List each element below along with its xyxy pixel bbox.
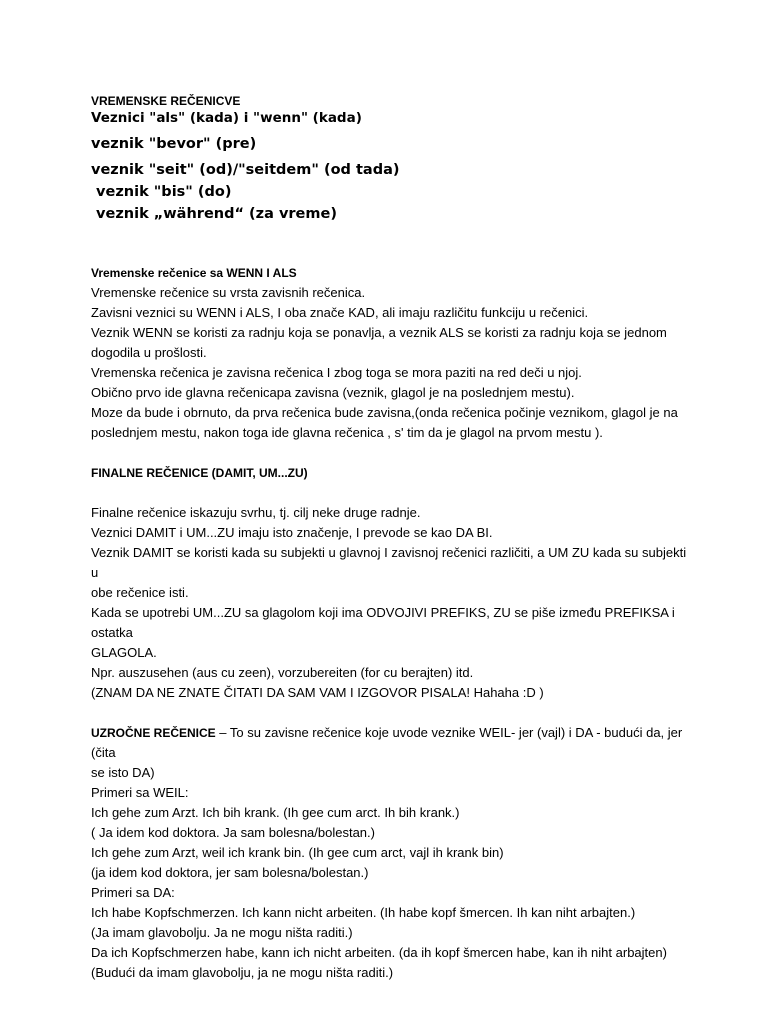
spacer (91, 703, 691, 723)
conjunction-waehrend: veznik „während“ (za vreme) (91, 206, 337, 222)
paragraph-line: (Budući da imam glavobolju, ja ne mogu ništa raditi.) (91, 965, 394, 980)
spacer (91, 225, 691, 263)
paragraph-line: Primeri sa DA: (91, 885, 175, 900)
causal-intro-line (91, 723, 691, 763)
conjunction-seit: veznik "seit" (od)/"seitdem" (od tada) (91, 162, 400, 178)
paragraph-line: se isto DA) (91, 765, 155, 780)
paragraph-line: Da ich Kopfschmerzen habe, kann ich nicht arbeiten. (da ih kopf šmercen habe, kan ih niht arbajten) (91, 945, 667, 960)
paragraph-line: Ich habe Kopfschmerzen. Ich kann nicht arbeiten. (Ih habe kopf šmercen. Ih kan niht arbajten.) (91, 905, 636, 920)
paragraph-line: Veznik WENN se koristi za radnju koja se ponavlja, a veznik ALS se koristi za radnju koja se jednom (91, 325, 667, 340)
paragraph-line: (Ja imam glavobolju. Ja ne mogu ništa raditi.) (91, 925, 353, 940)
paragraph-line: GLAGOLA. (91, 645, 157, 660)
paragraph-line: Veznik DAMIT se koristi kada su subjekti u glavnoj I zavisnoj rečenici različiti, a UM ZU kada su subjekti u (91, 545, 687, 580)
causal-intro-text: – To su zavisne rečenice koje uvode veznike WEIL- jer (vajl) i DA - budući da, jer (čita (91, 725, 683, 760)
paragraph-line: Moze da bude i obrnuto, da prva rečenica bude zavisna,(onda rečenica počinje veznikom, glagol je na (91, 405, 678, 420)
paragraph-line: (ja idem kod doktora, jer sam bolesna/bolestan.) (91, 865, 369, 880)
paragraph-line: Kada se upotrebi UM...ZU sa glagolom koji ima ODVOJIVI PREFIKS, ZU se piše između PREFIKSA i ostatka (91, 605, 675, 640)
section-title-temporal: Vremenske rečenice sa WENN I ALS (91, 266, 297, 280)
paragraph-line: Vremenska rečenica je zavisna rečenica I zbog toga se mora paziti na red deči u njoj. (91, 365, 582, 380)
spacer (91, 483, 691, 503)
paragraph-line: Finalne rečenice iskazuju svrhu, tj. cilj neke druge radnje. (91, 505, 421, 520)
paragraph-line: Ich gehe zum Arzt, weil ich krank bin. (Ih gee cum arct, vajl ih krank bin) (91, 845, 504, 860)
paragraph-line: ( Ja idem kod doktora. Ja sam bolesna/bolestan.) (91, 825, 375, 840)
paragraph-line: Ich gehe zum Arzt. Ich bih krank. (Ih gee cum arct. Ih bih krank.) (91, 805, 460, 820)
document-title: VREMENSKE REČENICVE (91, 94, 241, 108)
paragraph-line: Primeri sa WEIL: (91, 785, 189, 800)
paragraph-line: Veznici DAMIT i UM...ZU imaju isto značenje, I prevode se kao DA BI. (91, 525, 493, 540)
paragraph-line: Obično prvo ide glavna rečenicapa zavisna (veznik, glagol je na poslednjem mestu). (91, 385, 575, 400)
paragraph-line: obe rečenice isti. (91, 585, 189, 600)
spacer (91, 443, 691, 463)
paragraph-line: poslednjem mestu, nakon toga ide glavna rečenica , s' tim da je glagol na prvom mestu ). (91, 425, 603, 440)
paragraph-line: Zavisni veznici su WENN i ALS, I oba znače KAD, ali imaju različitu funkciju u rečenici. (91, 305, 589, 320)
paragraph-line: Vremenske rečenice su vrsta zavisnih rečenica. (91, 285, 366, 300)
paragraph-line: (ZNAM DA NE ZNATE ČITATI DA SAM VAM I IZGOVOR PISALA! Hahaha :D ) (91, 685, 544, 700)
document-content (91, 93, 691, 983)
paragraph-line: Npr. auszusehen (aus cu zeen), vorzubereiten (for cu berajten) itd. (91, 665, 474, 680)
conjunction-bis: veznik "bis" (do) (91, 184, 232, 200)
section-title-causal: UZROČNE REČENICE (91, 726, 216, 740)
section-title-final: FINALNE REČENICE (DAMIT, UM...ZU) (91, 466, 308, 480)
paragraph-line: dogodila u prošlosti. (91, 345, 207, 360)
conjunction-bevor: veznik "bevor" (pre) (91, 136, 257, 152)
document-subtitle: Veznici "als" (kada) i "wenn" (kada) (91, 110, 362, 126)
